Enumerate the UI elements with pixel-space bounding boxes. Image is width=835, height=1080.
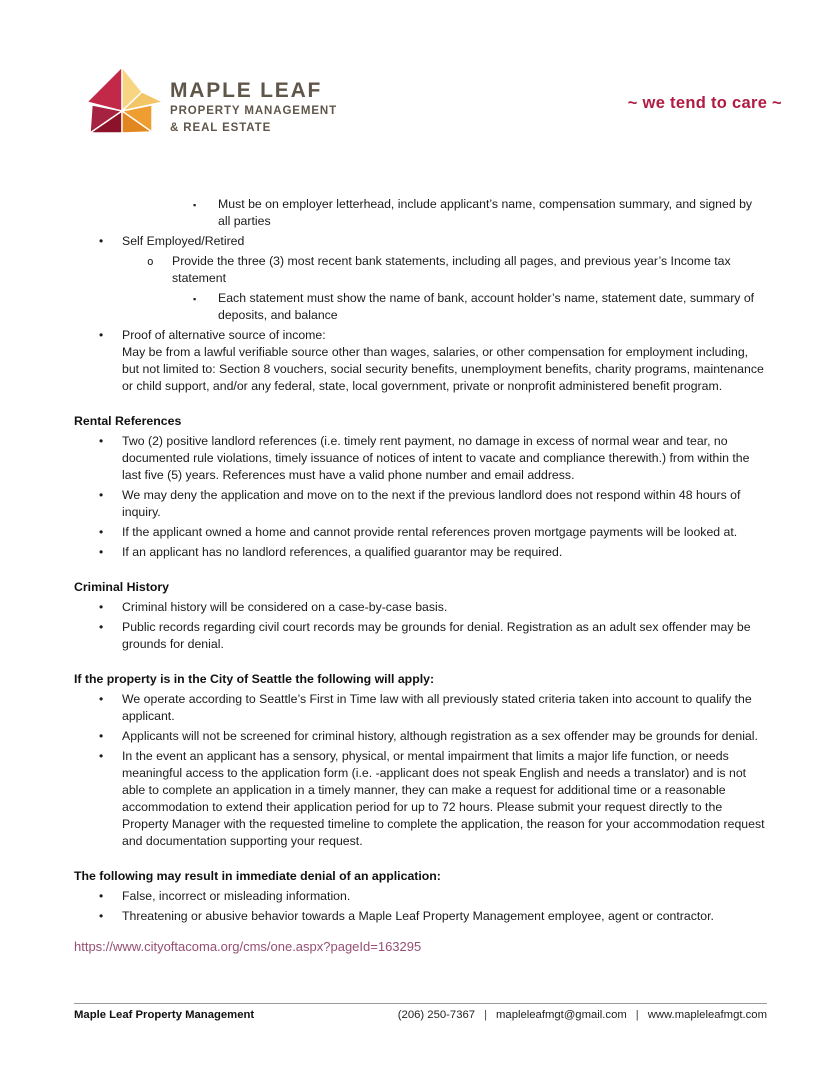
list-item <box>74 908 765 925</box>
bullet-icon: • <box>99 525 104 539</box>
list-item <box>74 327 765 395</box>
section-heading-rental-references: Rental References <box>74 414 182 428</box>
list-item-text: Criminal history will be considered on a case-by-case basis. <box>122 600 448 614</box>
bullet-icon: • <box>99 729 104 743</box>
list-item <box>74 888 765 905</box>
list-item-text: If an applicant has no landlord references, a qualified guarantor may be required. <box>122 545 563 559</box>
bullet-icon: • <box>99 692 104 706</box>
list-item-text: Applicants will not be screened for criminal history, although registration as a sex offender may be grounds for denial. <box>122 729 758 743</box>
bullet-icon: • <box>99 600 104 614</box>
footer-contact-info <box>398 1009 767 1021</box>
list-item-text: Proof of alternative source of income: <box>122 328 326 342</box>
bullet-icon: • <box>99 434 104 448</box>
section-heading-immediate-denial: The following may result in immediate denial of an application: <box>74 869 441 883</box>
brand-subtitle-2: & REAL ESTATE <box>170 122 272 134</box>
list-item <box>74 433 765 484</box>
bullet-icon: • <box>99 620 104 634</box>
circle-bullet-icon: o <box>147 255 154 268</box>
bullet-icon: • <box>99 889 104 903</box>
list-item <box>74 290 765 324</box>
list-item-text: Each statement must show the name of bank, account holder’s name, statement date, summary of deposits, and balance <box>218 291 755 322</box>
list-item <box>74 487 765 521</box>
document-body <box>74 196 765 956</box>
list-item <box>74 253 765 287</box>
section-heading-criminal-history: Criminal History <box>74 580 169 594</box>
bullet-icon: • <box>99 328 104 342</box>
footer <box>74 1009 767 1021</box>
company-logo <box>86 66 164 140</box>
bullet-icon: • <box>99 909 104 923</box>
square-bullet-icon: ▪ <box>193 294 197 304</box>
footer-company-name: Maple Leaf Property Management <box>74 1009 255 1021</box>
list-item <box>74 599 765 616</box>
footer-separator: | <box>484 1009 487 1021</box>
list-item-text: We may deny the application and move on to the next if the previous landlord does not respond within 48 hours of inquiry. <box>122 488 741 519</box>
square-bullet-icon: ▪ <box>193 200 197 210</box>
list-item-text: False, incorrect or misleading information. <box>122 889 351 903</box>
footer-phone: (206) 250-7367 <box>397 1009 476 1021</box>
house-logo-icon <box>86 66 164 135</box>
list-item-continuation: May be from a lawful verifiable source other than wages, salaries, or other compensation for employment including, but not limited to: Section 8 vouchers, social security benefits, unemployment benefits, charity programs, maintenance or child support, and/or any federal, state, local government, private or nonprofit administered benefit program. <box>122 345 764 393</box>
footer-email: mapleleafmgt@gmail.com <box>496 1009 627 1021</box>
brand-subtitle-1: PROPERTY MANAGEMENT <box>170 105 338 117</box>
list-item <box>74 748 765 850</box>
cityoftacoma-link[interactable]: https://www.cityoftacoma.org/cms/one.aspx?pageId=163295 <box>74 939 422 954</box>
list-item-text: If the applicant owned a home and cannot provide rental references proven mortgage payments will be looked at. <box>122 525 738 539</box>
list-item-text: Threatening or abusive behavior towards a Maple Leaf Property Management employee, agent or contractor. <box>122 909 714 923</box>
footer-website: www.mapleleafmgt.com <box>647 1009 767 1021</box>
list-item <box>74 728 765 745</box>
link-row <box>74 938 765 956</box>
list-item-text: Two (2) positive landlord references (i.e. timely rent payment, no damage in excess of normal wear and tear, no documented rule violations, timely issuance of notices of intent to vacate and compliance therewith.) from within the last five (5) years. References must have a valid phone number and email address. <box>122 434 750 482</box>
company-tagline: ~ we tend to care ~ <box>627 94 782 112</box>
list-item <box>74 619 765 653</box>
list-item-text: Provide the three (3) most recent bank statements, including all pages, and previous year’s Income tax statement <box>172 254 731 285</box>
list-item-text: In the event an applicant has a sensory, physical, or mental impairment that limits a major life function, or needs meaningful access to the application form (i.e. -applicant does not speak English and needs a translator) and is not able to complete an application in a timely manner, they can make a request for additional time or a reasonable accommodation to extend their application period for up to 72 hours. Please submit your request directly to the Property Manager with the requested timeline to complete the application, the reason for your accommodation request and documentation supporting your request. <box>122 749 765 848</box>
brand-text-block <box>170 80 337 136</box>
list-item <box>74 691 765 725</box>
section-heading-city-of-seattle: If the property is in the City of Seattle the following will apply: <box>74 672 435 686</box>
list-item <box>74 196 765 230</box>
bullet-icon: • <box>99 234 104 248</box>
footer-divider <box>74 1003 767 1004</box>
list-item-text: We operate according to Seattle’s First in Time law with all previously stated criteria taken into account to qualify the applicant. <box>122 692 752 723</box>
list-item-text: Self Employed/Retired <box>122 234 245 248</box>
list-item <box>74 233 765 250</box>
list-item <box>74 524 765 541</box>
brand-title: MAPLE LEAF <box>170 79 323 102</box>
bullet-icon: • <box>99 488 104 502</box>
bullet-icon: • <box>99 749 104 763</box>
list-item <box>74 544 765 561</box>
bullet-icon: • <box>99 545 104 559</box>
footer-separator: | <box>635 1009 639 1021</box>
list-item-text: Must be on employer letterhead, include applicant’s name, compensation summary, and signed by all parties <box>218 197 753 228</box>
list-item-text: Public records regarding civil court records may be grounds for denial. Registration as an adult sex offender may be grounds for denial. <box>122 620 751 651</box>
